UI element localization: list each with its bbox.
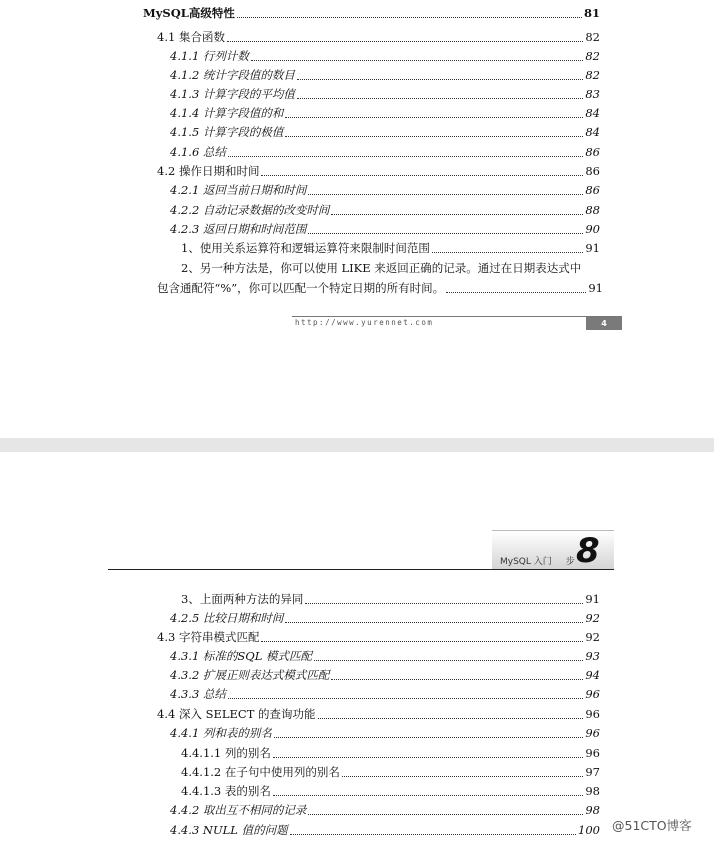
chapter-header-text — [500, 554, 575, 567]
toc-entry — [170, 609, 600, 627]
toc-entry — [170, 821, 600, 839]
toc-entry-page: 82 — [585, 49, 600, 63]
paragraph-page-number: 91 — [588, 281, 603, 295]
toc-entry-page: 96 — [585, 707, 600, 721]
dot-leader — [318, 717, 584, 719]
toc-entry — [157, 628, 600, 646]
toc-entry-title: 4.4 深入 SELECT 的查询功能 — [157, 707, 316, 721]
paragraph-line-2: 包含通配符“%”，你可以匹配一个特定日期的所有时间。 — [157, 281, 445, 295]
toc-entry-page: 100 — [578, 823, 600, 837]
toc-entry-title: 4.1.4 计算字段值的和 — [170, 106, 284, 120]
dot-leader — [297, 97, 583, 99]
toc-entry-title: 4.1.1 行列计数 — [170, 49, 249, 63]
toc-entry — [170, 220, 600, 238]
toc-entry-page: 92 — [585, 611, 600, 625]
toc-entry-title: 4.3.3 总结 — [170, 687, 226, 701]
toc-entry-page: 96 — [585, 687, 600, 701]
paragraph-line-1: 2、另一种方法是，你可以使用 LIKE 来返回正确的记录。通过在日期表达式中 — [181, 261, 582, 275]
toc-entry-title: 4.3.2 扩展正则表达式模式匹配 — [170, 668, 330, 682]
toc-entry-page: 92 — [585, 630, 600, 644]
toc-entry — [170, 201, 600, 219]
dot-leader — [331, 678, 583, 680]
toc-entry — [181, 763, 600, 781]
toc-entry — [170, 666, 600, 684]
toc-entry-page: 93 — [585, 649, 600, 663]
toc-entry — [170, 685, 600, 703]
toc-entry-page: 82 — [585, 68, 600, 82]
toc-paragraph-entry — [157, 258, 603, 298]
toc-entry-title: 1、使用关系运算符和逻辑运算符来限制时间范围 — [181, 241, 430, 255]
chapter-number: 8 — [576, 531, 600, 571]
toc-entry — [170, 66, 600, 84]
toc-entry-title: 4.4.1.3 表的别名 — [181, 784, 271, 798]
toc-entry — [157, 162, 600, 180]
toc-entry-page: 96 — [585, 746, 600, 760]
toc-entry-page: 91 — [585, 592, 600, 606]
toc-entry — [170, 85, 600, 103]
dot-leader — [331, 213, 583, 215]
toc-entry — [170, 47, 600, 65]
dot-leader — [261, 174, 583, 176]
dot-leader — [228, 697, 583, 699]
dot-leader — [285, 135, 583, 137]
toc-entry-page: 96 — [585, 726, 600, 740]
toc-entry-title: 4.4.3 NULL 值的问题 — [170, 823, 288, 837]
toc-entry — [170, 181, 600, 199]
dot-leader — [274, 736, 583, 738]
toc-entry-page: 91 — [585, 241, 600, 255]
toc-entry — [170, 143, 600, 161]
toc-entry-title: 4.1 集合函数 — [157, 30, 225, 44]
toc-entry-page: 88 — [585, 203, 600, 217]
toc-entry-title: 4.4.1.2 在子句中使用列的别名 — [181, 765, 340, 779]
header-rule — [108, 569, 614, 570]
dot-leader — [227, 40, 583, 42]
dot-leader — [273, 794, 583, 796]
toc-entry — [157, 28, 600, 46]
toc-entry-title: 4.2.2 自动记录数据的改变时间 — [170, 203, 330, 217]
toc-entry-title: 4.2 操作日期和时间 — [157, 164, 260, 178]
dot-leader — [261, 640, 583, 642]
toc-entry-title: 4.1.2 统计字段值的数目 — [170, 68, 295, 82]
toc-entry-page: 84 — [585, 106, 600, 120]
toc-entry-title: 4.3.1 标准的SQL 模式匹配 — [170, 649, 313, 663]
header-suffix: 步 — [565, 557, 575, 567]
toc-entry-title: 4.2.3 返回日期和时间范围 — [170, 222, 307, 236]
header-title: MySQL 入门 — [500, 557, 552, 567]
toc-entry — [157, 705, 600, 723]
dot-leader — [297, 78, 583, 80]
toc-entry-title: 4.1.6 总结 — [170, 145, 226, 159]
toc-entry-page: 97 — [585, 765, 600, 779]
toc-entry-page: 86 — [585, 164, 600, 178]
toc-entry-title: 3、上面两种方法的异同 — [181, 592, 304, 606]
toc-entry-title: 4.4.1 列和表的别名 — [170, 726, 272, 740]
toc-entry-page: 94 — [585, 668, 600, 682]
dot-leader — [290, 833, 576, 835]
toc-entry — [181, 239, 600, 257]
toc-entry-title: 4.1.3 计算字段的平均值 — [170, 87, 295, 101]
toc-entry — [170, 647, 600, 665]
dot-leader — [446, 291, 586, 293]
dot-leader — [273, 756, 583, 758]
dot-leader — [314, 659, 583, 661]
toc-entry-page: 98 — [585, 784, 600, 798]
toc-entry — [181, 744, 600, 762]
toc-entry-title: 4.1.5 计算字段的极值 — [170, 125, 284, 139]
toc-entry-page: 90 — [585, 222, 600, 236]
dot-leader — [308, 193, 583, 195]
toc-entry — [170, 724, 600, 742]
dot-leader — [228, 155, 583, 157]
footer-url: http://www.yurennet.com — [295, 318, 434, 327]
toc-entry-page: 81 — [583, 6, 600, 20]
toc-entry — [170, 123, 600, 141]
toc-entry-page: 82 — [585, 30, 600, 44]
toc-entry-page: 83 — [585, 87, 600, 101]
toc-entry — [143, 4, 600, 22]
dot-leader — [308, 232, 583, 234]
watermark: @51CTO博客 — [612, 818, 692, 833]
toc-entry — [170, 104, 600, 122]
toc-entry-title: MySQL高级特性 — [143, 6, 235, 20]
toc-entry-page: 86 — [585, 183, 600, 197]
footer-rule — [292, 316, 622, 317]
dot-leader — [251, 59, 583, 61]
toc-entry-title: 4.3 字符串模式匹配 — [157, 630, 260, 644]
dot-leader — [285, 621, 583, 623]
toc-entry-title: 4.4.1.1 列的别名 — [181, 746, 271, 760]
toc-entry-page: 84 — [585, 125, 600, 139]
dot-leader — [305, 602, 583, 604]
dot-leader — [285, 116, 583, 118]
dot-leader — [432, 251, 584, 253]
toc-entry-page: 86 — [585, 145, 600, 159]
toc-entry — [170, 801, 600, 819]
dot-leader — [342, 775, 583, 777]
toc-entry — [181, 590, 600, 608]
toc-entry-title: 4.2.5 比较日期和时间 — [170, 611, 284, 625]
toc-entry-page: 98 — [585, 803, 600, 817]
dot-leader — [237, 16, 582, 18]
toc-entry-title: 4.2.1 返回当前日期和时间 — [170, 183, 307, 197]
dot-leader — [308, 813, 583, 815]
toc-entry — [181, 782, 600, 800]
footer-page-number: 4 — [586, 317, 622, 330]
document-page-bottom — [0, 452, 714, 841]
toc-entry-title: 4.4.2 取出互不相同的记录 — [170, 803, 307, 817]
